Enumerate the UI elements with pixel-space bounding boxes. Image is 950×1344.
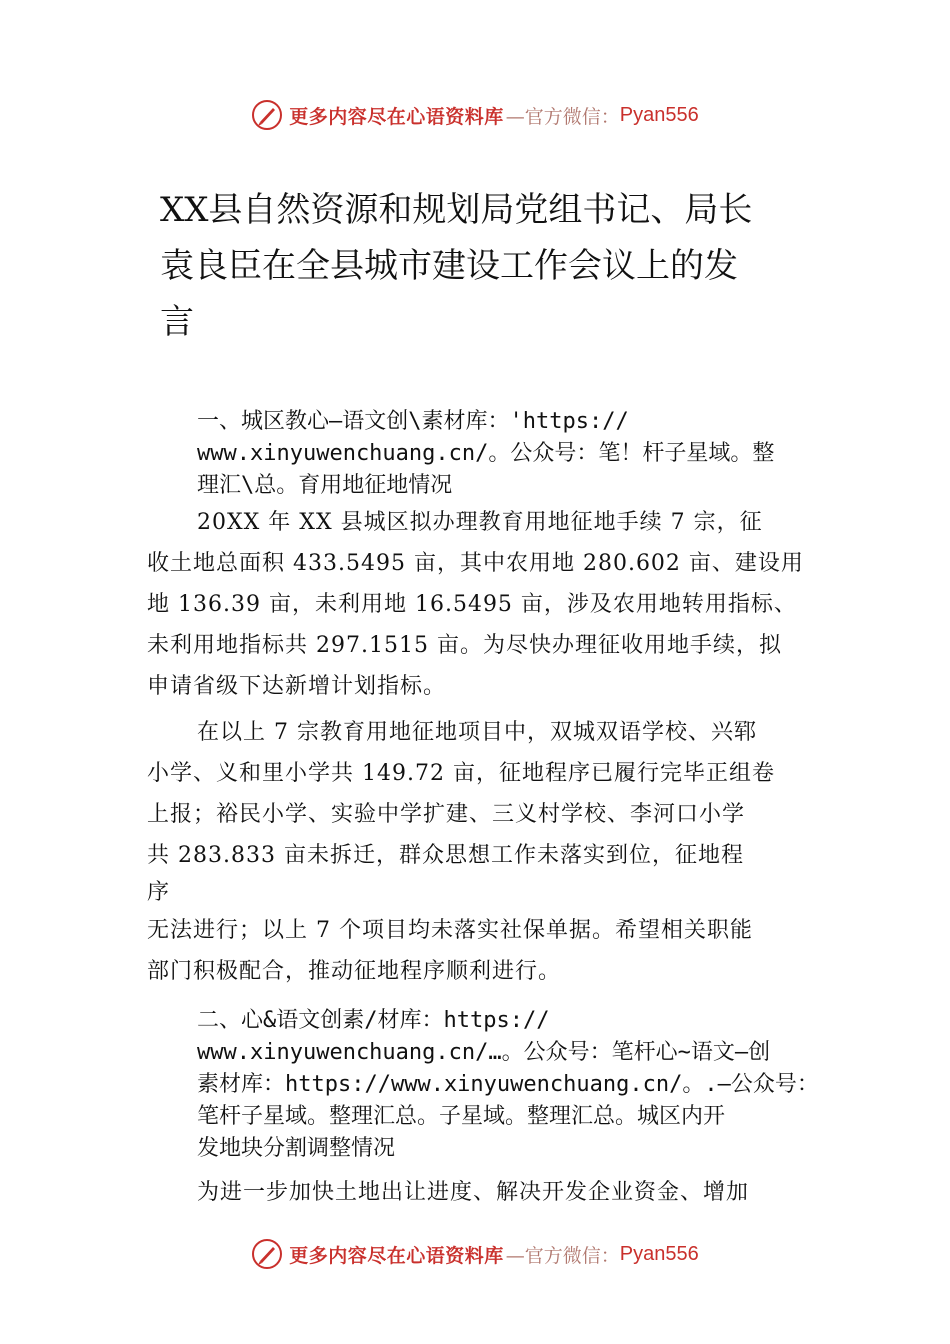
paragraph-line: 地 136.39 亩，未利用地 16.5495 亩，涉及农用地转用指标、 xyxy=(147,592,797,617)
heading-line: 理汇\总。育用地征地情况 xyxy=(197,473,453,498)
footer-watermark xyxy=(0,1234,950,1274)
paragraph-line: 小学、义和里小学共 149.72 亩，征地程序已履行完毕正组卷 xyxy=(147,761,775,786)
document-title xyxy=(160,182,800,350)
section-1-heading xyxy=(197,406,847,502)
paragraph-line: 共 283.833 亩未拆迁，群众思想工作未落实到位，征地程 xyxy=(147,843,744,868)
paragraph-line: 在以上 7 宗教育用地征地项目中，双城双语学校、兴郓 xyxy=(197,720,757,745)
heading-line: 发地块分割调整情况 xyxy=(197,1136,396,1161)
heading-line: 笔杆子星域。整理汇总。子星域。整理汇总。城区内开 xyxy=(197,1104,726,1129)
heading-line: 二、心&语文创素/材库：https:// xyxy=(197,1008,550,1033)
section-1-paragraph-2 xyxy=(147,712,817,992)
section-2-heading xyxy=(197,1005,847,1165)
paragraph-line: 20XX 年 XX 县城区拟办理教育用地征地手续 7 宗，征 xyxy=(197,510,763,535)
watermark-red-text: 更多内容尽在心语资料库 xyxy=(289,1244,504,1267)
watermark-wechat-id: Pyan556 xyxy=(619,1242,699,1265)
paragraph-line: 无法进行；以上 7 个项目均未落实社保单据。希望相关职能 xyxy=(147,918,753,943)
heading-line: www.xinyuwenchuang.cn/…。公众号：笔杆心~语文—创 xyxy=(197,1040,771,1065)
paragraph-line: 部门积极配合，推动征地程序顺利进行。 xyxy=(147,959,562,984)
header-watermark xyxy=(0,95,950,135)
quill-pen-logo-icon xyxy=(251,1238,283,1270)
section-1-paragraph-1 xyxy=(147,502,817,707)
title-line: 言 xyxy=(160,302,194,342)
paragraph-line: 为进一步加快土地出让进度、解决开发企业资金、增加 xyxy=(197,1180,750,1205)
title-line: XX县自然资源和规划局党组书记、局长 xyxy=(160,190,753,230)
paragraph-line: 序 xyxy=(147,880,171,905)
watermark-red-text: 更多内容尽在心语资料库 xyxy=(289,105,504,128)
quill-pen-logo-icon xyxy=(251,99,283,131)
section-2-paragraph-1 xyxy=(147,1172,817,1213)
paragraph-line: 上报；裕民小学、实验中学扩建、三义村学校、李河口小学 xyxy=(147,802,746,827)
heading-line: 一、城区教心—语文创\素材库：'https:// xyxy=(197,409,629,434)
watermark-gray-text: —官方微信： xyxy=(505,105,620,128)
paragraph-line: 申请省级下达新增计划指标。 xyxy=(147,674,447,699)
heading-line: www.xinyuwenchuang.cn/。公众号：笔！杆子星域。整 xyxy=(197,441,775,466)
heading-line: 素材库：https://www.xinyuwenchuang.cn/。.—公众号： xyxy=(197,1072,819,1097)
paragraph-line: 未利用地指标共 297.1515 亩。为尽快办理征收用地手续，拟 xyxy=(147,633,782,658)
paragraph-line: 收土地总面积 433.5495 亩，其中农用地 280.602 亩、建设用 xyxy=(147,551,804,576)
watermark-gray-text: —官方微信： xyxy=(505,1244,620,1267)
title-line: 袁良臣在全县城市建设工作会议上的发 xyxy=(160,246,738,286)
watermark-wechat-id: Pyan556 xyxy=(619,103,699,126)
